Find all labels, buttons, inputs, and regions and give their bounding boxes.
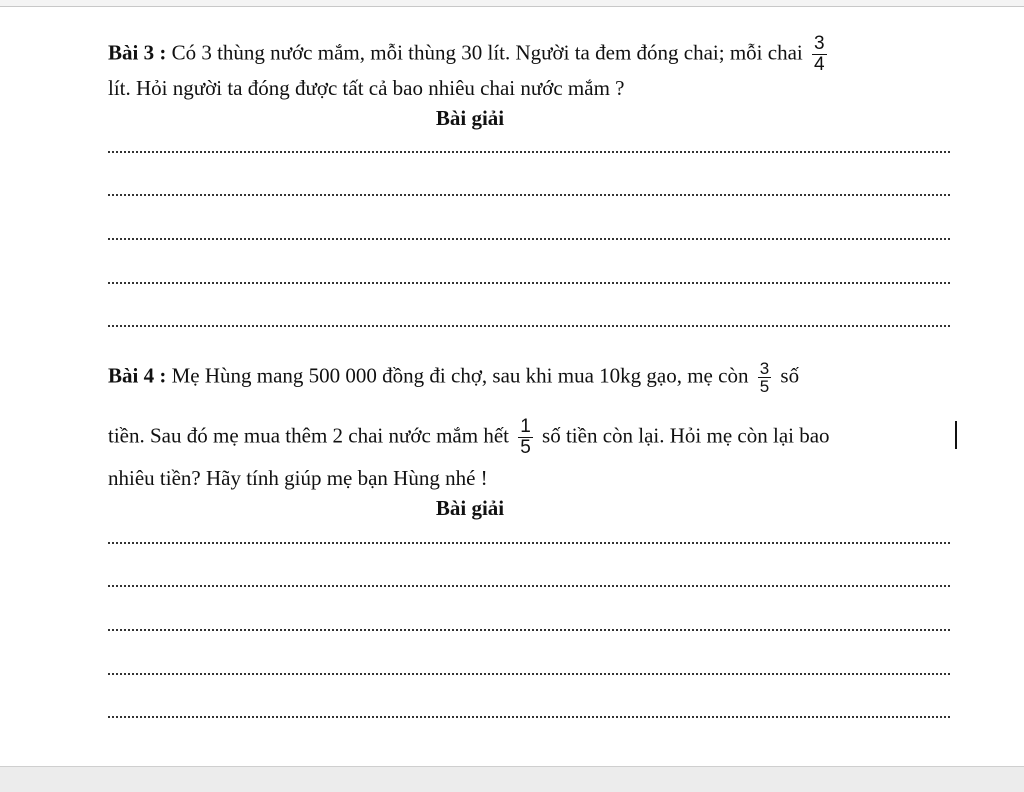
bai4-line1 xyxy=(108,360,799,395)
answer-line[interactable] xyxy=(108,151,950,153)
bai3-line2: lít. Hỏi người ta đóng được tất cả bao nhiêu chai nước mắm ? xyxy=(108,76,625,100)
bai3-line1 xyxy=(108,34,831,75)
bai4-fraction-1 xyxy=(758,360,771,395)
bai3-text-1: Có 3 thùng nước mắm, mỗi thùng 30 lít. Người ta đem đóng chai; mỗi chai xyxy=(171,40,803,65)
bai4-label: Bài 4 : xyxy=(108,363,167,388)
answer-line[interactable] xyxy=(108,542,950,544)
top-edge xyxy=(0,0,1024,7)
answer-line[interactable] xyxy=(108,629,950,631)
answer-line[interactable] xyxy=(108,673,950,675)
bai4-text-2-end: số tiền còn lại. Hỏi mẹ còn lại bao xyxy=(542,423,830,448)
bai4-heading: Bài giải xyxy=(435,496,505,520)
answer-line[interactable] xyxy=(108,238,950,240)
bai4-frac1-num: 3 xyxy=(759,359,770,378)
bai3-label: Bài 3 : xyxy=(108,40,167,65)
bottom-bar xyxy=(0,766,1024,792)
answer-line[interactable] xyxy=(108,585,950,587)
bai3-heading: Bài giải xyxy=(435,106,505,130)
bai4-line2 xyxy=(108,417,830,458)
bai3-frac-den: 4 xyxy=(814,54,825,75)
bai4-frac2-den: 5 xyxy=(520,437,531,458)
bai4-text-1-end: số xyxy=(780,363,800,388)
answer-line[interactable] xyxy=(108,325,950,327)
bai4-text-2: tiền. Sau đó mẹ mua thêm 2 chai nước mắm hết xyxy=(108,423,509,448)
bai4-text-1: Mẹ Hùng mang 500 000 đồng đi chợ, sau khi mua 10kg gạo, mẹ còn xyxy=(171,363,749,388)
text-cursor xyxy=(955,421,957,449)
answer-line[interactable] xyxy=(108,194,950,196)
answer-line[interactable] xyxy=(108,282,950,284)
bai4-frac1-den: 5 xyxy=(759,377,770,396)
bai4-frac2-num: 1 xyxy=(520,416,531,437)
bai4-line3: nhiêu tiền? Hãy tính giúp mẹ bạn Hùng nhé ! xyxy=(108,466,488,490)
bai3-fraction xyxy=(812,34,827,75)
document-page xyxy=(0,7,1024,765)
bai4-fraction-2 xyxy=(518,417,533,458)
answer-line[interactable] xyxy=(108,716,950,718)
bai3-frac-num: 3 xyxy=(814,33,825,54)
